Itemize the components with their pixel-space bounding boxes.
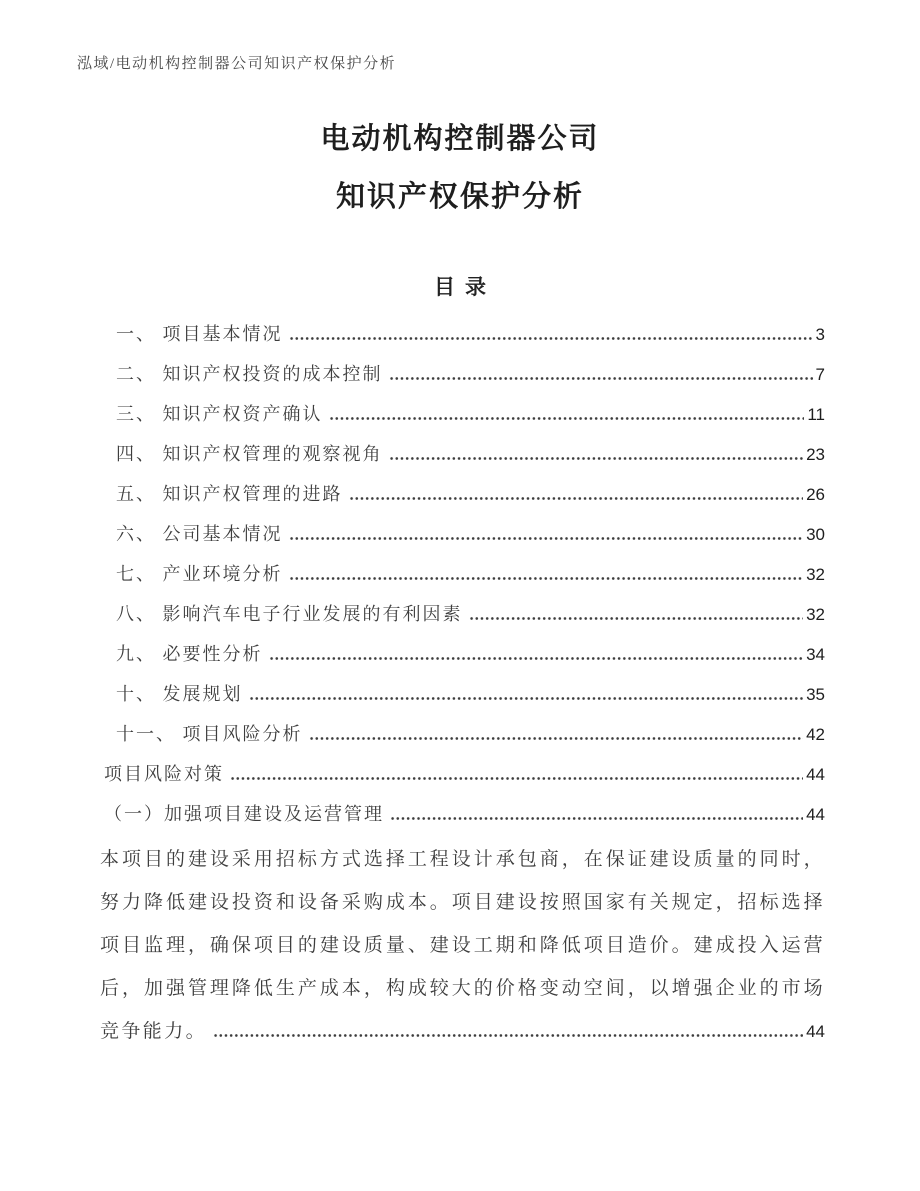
toc-entry[interactable] [100,474,825,514]
toc-entry-label: 十一、 项目风险分析 [116,724,303,744]
document-header: 泓域/电动机构控制器公司知识产权保护分析 [77,56,397,72]
page-title-line2: 知识产权保护分析 [335,181,584,213]
paragraph-last-text: 竞争能力。 [100,1021,208,1042]
toc-leader-dots [389,457,804,460]
toc-page-number: 44 [806,805,825,824]
toc-page-number: 23 [806,445,825,464]
toc-entry-paragraph[interactable] [100,838,825,1053]
toc-page-number: 35 [806,685,825,704]
toc-leader-dots [390,817,803,820]
toc-entry[interactable] [100,794,825,834]
toc-entry[interactable] [100,634,825,674]
toc-page-number: 26 [806,485,825,504]
toc-entry-label: 八、 影响汽车电子行业发展的有利因素 [116,604,463,624]
toc-entry-label: 七、 产业环境分析 [116,564,283,584]
toc-page-number: 34 [806,645,825,664]
toc-page-number: 32 [806,565,825,584]
toc-leader-dots [469,617,804,620]
paragraph-line: 努力降低建设投资和设备采购成本。项目建设按照国家有关规定，招标选择 [100,892,825,913]
toc-entry[interactable] [100,554,825,594]
toc-entry-label: 项目风险对策 [104,764,224,784]
toc-entry[interactable] [100,394,825,434]
toc-page-number: 7 [815,365,825,384]
toc-entry[interactable] [100,434,825,474]
toc-entry-label: 五、 知识产权管理的进路 [116,484,343,504]
toc-entry-label: （一）加强项目建设及运营管理 [104,804,384,824]
toc-leader-dots [349,497,804,500]
toc-entry[interactable] [100,354,825,394]
toc-entry-label: 二、 知识产权投资的成本控制 [116,364,383,384]
toc-leader-dots [329,417,805,420]
toc-entry[interactable] [100,754,825,794]
toc-leader-dots [249,697,804,700]
toc-entry-label: 六、 公司基本情况 [116,524,283,544]
paragraph-line: 本项目的建设采用招标方式选择工程设计承包商，在保证建设质量的同时， [100,849,825,870]
toc-heading: 目录 [434,275,496,299]
toc-entry-label: 十、 发展规划 [116,684,243,704]
toc-entry-label: 九、 必要性分析 [116,644,263,664]
toc-page-number: 42 [806,725,825,744]
paragraph-last-line [100,1010,825,1053]
toc-page-number: 11 [807,405,825,424]
toc-leader-dots [213,1034,803,1037]
toc-page-number: 32 [806,605,825,624]
toc-entry-label: 三、 知识产权资产确认 [116,404,323,424]
toc-entry[interactable] [100,514,825,554]
toc-leader-dots [289,577,804,580]
paragraph-line: 后，加强管理降低生产成本，构成较大的价格变动空间，以增强企业的市场 [100,978,825,999]
toc-page-number: 44 [806,765,825,784]
toc-entry[interactable] [100,314,825,354]
toc-leader-dots [289,337,813,340]
page-title-line1: 电动机构控制器公司 [320,123,600,155]
toc-leader-dots [309,737,804,740]
toc-entry-label: 一、 项目基本情况 [116,324,283,344]
toc-leader-dots [230,777,803,780]
paragraph-line: 项目监理，确保项目的建设质量、建设工期和降低项目造价。建成投入运营 [100,935,825,956]
toc-leader-dots [269,657,804,660]
toc-entry[interactable] [100,594,825,634]
toc-page-number: 30 [806,525,825,544]
toc-leader-dots [289,537,804,540]
toc-entry[interactable] [100,674,825,714]
toc-page-number: 3 [815,325,825,344]
toc-entry-label: 四、 知识产权管理的观察视角 [116,444,383,464]
toc-leader-dots [389,377,813,380]
toc-list [100,314,825,834]
toc-entry[interactable] [100,714,825,754]
toc-page-number: 44 [806,1022,825,1041]
